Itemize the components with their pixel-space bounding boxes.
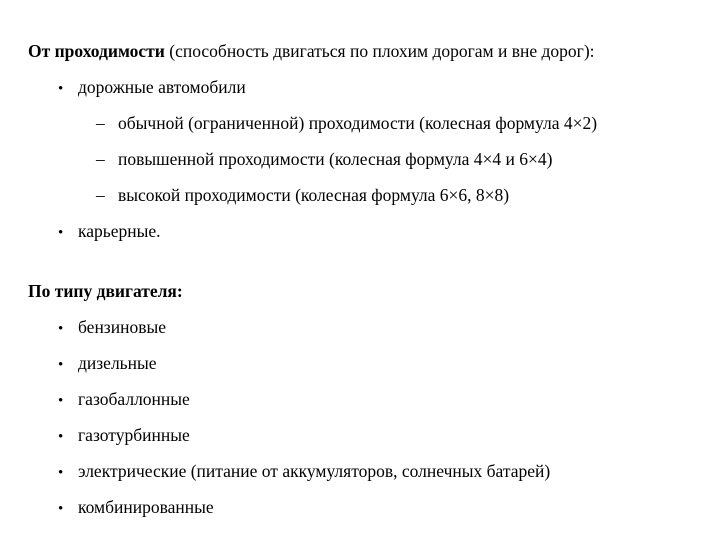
dash-icon: – [96,185,105,205]
list-item [58,220,161,244]
list-item-label: дизельные [78,353,157,373]
list-item [58,460,550,484]
dash-icon: – [96,113,105,133]
sub-list-item [96,184,509,206]
list-item-label: карьерные. [78,221,161,241]
sub-list-item-label: обычной (ограниченной) проходимости (колесная формула 4×2) [118,113,598,133]
list-item [58,496,214,520]
list-item [58,388,190,412]
heading-rest-text: (способность двигаться по плохим дорогам и вне дорог): [164,41,595,61]
sub-list-item-label: повышенной проходимости (колесная формула 4×4 и 6×4) [118,149,553,169]
section-heading-engine-type: По типу двигателя: [28,281,183,301]
list-item-label: дорожные автомобили [78,77,246,97]
list-item-label: электрические (питание от аккумуляторов, солнечных батарей) [78,461,551,481]
bullet-icon: • [58,81,64,97]
list-item [58,316,166,340]
sub-list-item [96,112,597,134]
bullet-icon: • [58,501,64,517]
bullet-icon: • [58,225,64,241]
sub-list-item [96,148,552,170]
bullet-icon: • [58,321,64,337]
bullet-icon: • [58,357,64,373]
section-heading-passability [28,40,595,62]
list-item [58,76,246,100]
list-item-label: бензиновые [78,317,166,337]
bullet-icon: • [58,393,64,409]
list-item-label: комбинированные [78,497,214,517]
heading-bold-text: От проходимости [28,41,165,61]
list-item-label: газотурбинные [78,425,190,445]
sub-list-item-label: высокой проходимости (колесная формула 6×6, 8×8) [118,185,510,205]
bullet-icon: • [58,465,64,481]
list-item-label: газобаллонные [78,389,190,409]
list-item [58,424,190,448]
list-item [58,352,157,376]
dash-icon: – [96,149,105,169]
bullet-icon: • [58,429,64,445]
